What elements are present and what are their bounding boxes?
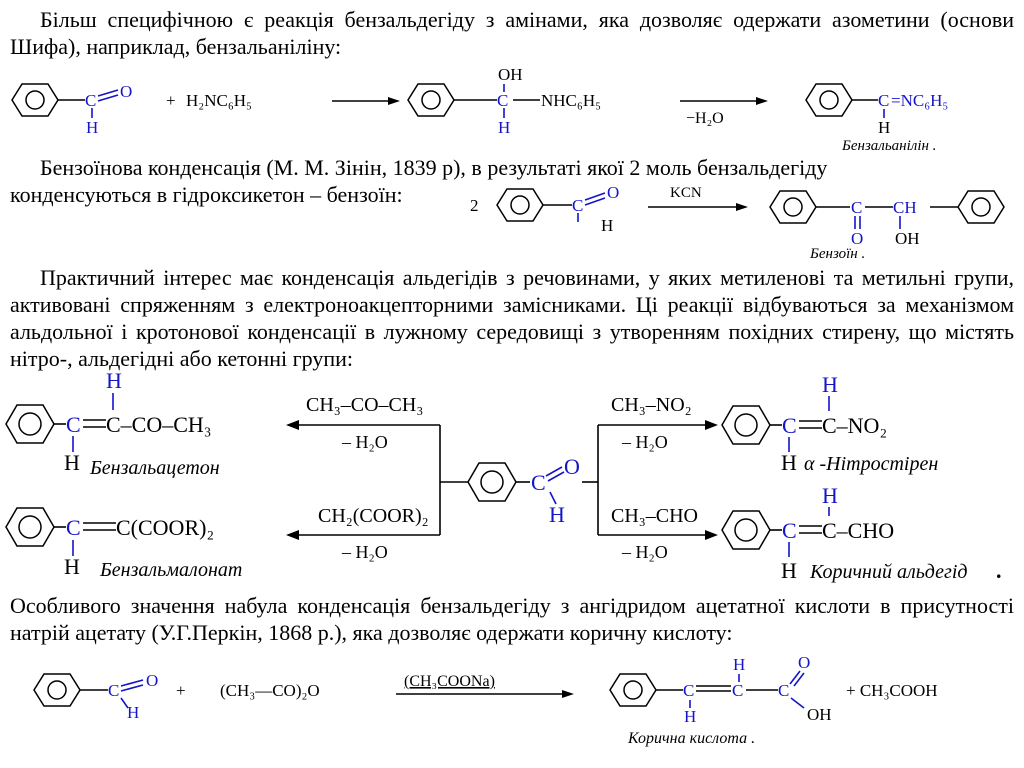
benzene-ring — [722, 511, 770, 549]
c-atom: C — [66, 515, 81, 540]
product-name: Бензоїн . — [810, 246, 866, 262]
c-atom: C — [878, 91, 890, 110]
scheme-perkin — [34, 653, 938, 747]
product-name: Бензальанілін . — [842, 138, 937, 154]
o-atom: O — [146, 671, 159, 690]
arrow-condition: −H₂O — [686, 110, 724, 127]
benzene-ring — [610, 674, 656, 706]
reagent-acetaldehyde: CH₃–CHO — [611, 505, 698, 527]
product-name: Бензальацетон — [90, 457, 220, 479]
product-name: Коричний альдегід — [810, 561, 968, 583]
benzene-ring — [958, 191, 1004, 223]
product-benzalacetone — [6, 368, 220, 479]
nh-group: NHC₆H₅ — [541, 91, 602, 110]
product-name: Корична кислота . — [628, 730, 756, 747]
c-atom: C — [851, 198, 863, 217]
product-formula: C(COOR)₂ — [116, 515, 215, 540]
c-atom: C — [497, 91, 509, 110]
o-atom: O — [564, 454, 580, 479]
benzene-ring — [497, 189, 543, 221]
condition-label: – H₂O — [342, 432, 388, 452]
imine-group: =NC₆H₅ — [891, 91, 949, 110]
anhydride-formula: (CH₃—CO)₂O — [220, 681, 320, 700]
oh-group: OH — [895, 229, 920, 248]
h-atom: H — [733, 655, 746, 674]
scheme-benzoin — [470, 183, 1004, 262]
benzene-ring — [468, 463, 516, 501]
h-atom: H — [64, 450, 80, 475]
h-atom: H — [498, 118, 511, 137]
h-atom: H — [822, 483, 838, 508]
reagent-malonate: CH₂(COOR)₂ — [318, 505, 429, 527]
c-atom: C — [108, 681, 120, 700]
benzene-ring — [6, 405, 54, 443]
c-atom: C — [732, 681, 744, 700]
h-atom: H — [549, 502, 565, 527]
reagent-acetone: CH₃–CO–CH₃ — [306, 394, 424, 416]
plus-sign: + — [176, 681, 186, 700]
benzene-ring — [12, 84, 58, 116]
product-benzalmalonate — [6, 508, 242, 581]
product-name: α -Нітростірен — [804, 453, 939, 475]
h-atom: H — [86, 118, 99, 137]
coefficient: 2 — [470, 196, 479, 215]
h-atom: H — [781, 558, 797, 583]
c-atom: C — [683, 681, 695, 700]
paragraph-3: Практичний інтерес має конденсація альдегідів з речовинами, у яких метиленові та метильні групи, активовані спряженням з електроноакцепторними замісниками. Ці реакції відбуваються за механізмом альдольної і кротонової конденсації в лужному середовищі з утворенням похідних стирену, що містять нітро-, альдегідні або кетонні групи: — [10, 265, 1014, 371]
condition-label: – H₂O — [342, 542, 388, 562]
product-cinnamaldehyde — [722, 483, 1002, 583]
reagent-nitromethane: CH₃–NO₂ — [611, 394, 692, 416]
c-atom: C — [778, 681, 790, 700]
benzene-ring — [6, 508, 54, 546]
h-atom: H — [64, 554, 80, 579]
condition-label: – H₂O — [622, 542, 668, 562]
benzene-ring — [408, 84, 454, 116]
h-atom: H — [601, 216, 614, 235]
benzene-ring — [722, 406, 770, 444]
benzene-ring — [806, 84, 852, 116]
byproduct-formula: + CH₃COOH — [846, 681, 938, 700]
ch-group: CH — [893, 198, 917, 217]
h-atom: H — [684, 707, 697, 726]
product-formula: C–CHO — [822, 518, 895, 543]
period: . — [996, 558, 1002, 583]
o-atom: O — [120, 82, 133, 101]
paragraph-1: Більш специфічною є реакція бензальдегіду з амінами, яка дозволяє одержати азометини (основи Шифа), наприклад, бензальаніліну: — [10, 7, 1014, 59]
paragraph-4: Особливого значення набула конденсація бензальдегіду з ангідридом ацетатної кислоти в присутності натрій ацетату (У.Г.Перкін, 1868 р.), яка дозволяє одержати коричну кислоту: — [10, 593, 1014, 645]
c-atom: C — [85, 91, 97, 110]
c-atom: C — [572, 196, 584, 215]
scheme-schiff-base — [12, 65, 948, 154]
aniline-formula: H₂NC₆H₅ — [186, 91, 252, 110]
h-atom: H — [781, 450, 797, 475]
catalyst-label: (CH₃COONa) — [404, 673, 495, 690]
h-atom: H — [127, 703, 140, 722]
c-atom: C — [782, 413, 797, 438]
catalyst-label: KCN — [670, 185, 702, 201]
o-atom: O — [798, 653, 811, 672]
o-atom: O — [851, 229, 864, 248]
paragraph-2-cont: конденсуються в гідроксикетон – бензоїн: — [10, 182, 403, 207]
scheme-condensations — [6, 368, 1002, 583]
c-atom: C — [782, 518, 797, 543]
product-formula: C–NO₂ — [822, 413, 888, 438]
benzene-ring — [34, 674, 80, 706]
product-formula: C–CO–CH₃ — [106, 412, 212, 437]
h-atom: H — [106, 368, 122, 393]
oh-group: OH — [498, 65, 523, 84]
oh-group: OH — [807, 705, 832, 724]
product-nitrostyrene — [722, 372, 938, 475]
benzene-ring — [770, 191, 816, 223]
c-atom: C — [531, 470, 546, 495]
condition-label: – H₂O — [622, 432, 668, 452]
paragraph-2: Бензоїнова конденсація (М. М. Зінін, 1839 р), в результаті якої 2 моль бензальдегіду — [40, 155, 828, 180]
h-atom: H — [822, 372, 838, 397]
o-atom: O — [607, 183, 620, 202]
h-atom: H — [878, 118, 891, 137]
product-name: Бензальмалонат — [100, 559, 243, 581]
c-atom: C — [66, 412, 81, 437]
plus-sign: + — [166, 91, 176, 110]
